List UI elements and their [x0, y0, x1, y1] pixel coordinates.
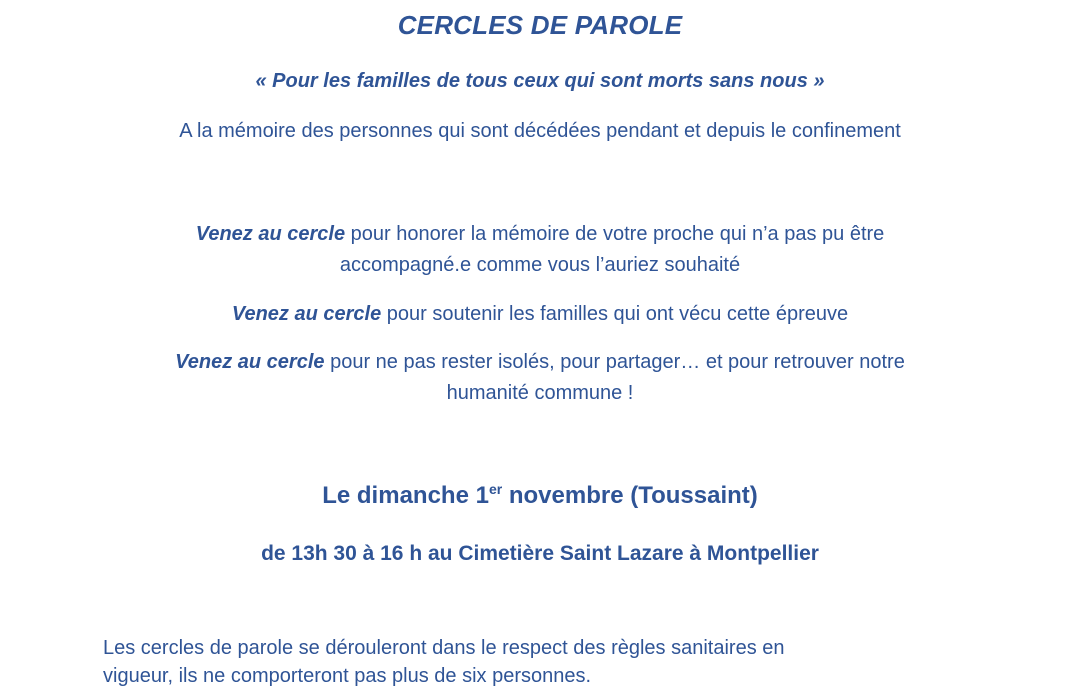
date-prefix: Le dimanche 1	[322, 482, 489, 509]
paragraph-text: pour ne pas rester isolés, pour partager… et pour retrouver notre	[324, 351, 905, 373]
paragraph-line: humanité commune !	[446, 382, 634, 404]
paragraph-soutenir	[0, 299, 1080, 330]
date-superscript: er	[488, 481, 503, 497]
paragraph-line	[0, 347, 1080, 378]
paragraph-text: pour honorer la mémoire de votre proche qui n’a pas pu être	[345, 223, 885, 245]
footer-line: Les cercles de parole se dérouleront dans le respect des règles sanitaires en	[103, 637, 785, 659]
document-title: CERCLES DE PAROLE	[397, 10, 683, 40]
emphasis-text: Venez au cercle	[231, 303, 382, 325]
footer-note	[103, 634, 903, 690]
event-hours-location: de 13h 30 à 16 h au Cimetière Saint Lazare à Montpellier	[261, 542, 819, 565]
emphasis-text: Venez au cercle	[175, 351, 325, 373]
paragraph-line	[0, 299, 1080, 330]
paragraph-line: accompagné.e comme vous l’auriez souhaité	[339, 254, 741, 276]
paragraph-text: pour soutenir les familles qui ont vécu cette épreuve	[381, 303, 849, 325]
footer-line: vigueur, ils ne comporteront pas plus de six personnes.	[103, 665, 592, 687]
paragraph-honorer	[0, 219, 1080, 281]
emphasis-text: Venez au cercle	[195, 223, 346, 245]
paragraph-partager	[0, 347, 1080, 409]
memory-line: A la mémoire des personnes qui sont décédées pendant et depuis le confinement	[179, 120, 901, 142]
event-date	[0, 482, 1080, 510]
date-suffix: novembre (Toussaint)	[502, 482, 758, 509]
quote-subtitle: « Pour les familles de tous ceux qui sont morts sans nous »	[255, 70, 825, 92]
paragraph-line	[0, 219, 1080, 250]
